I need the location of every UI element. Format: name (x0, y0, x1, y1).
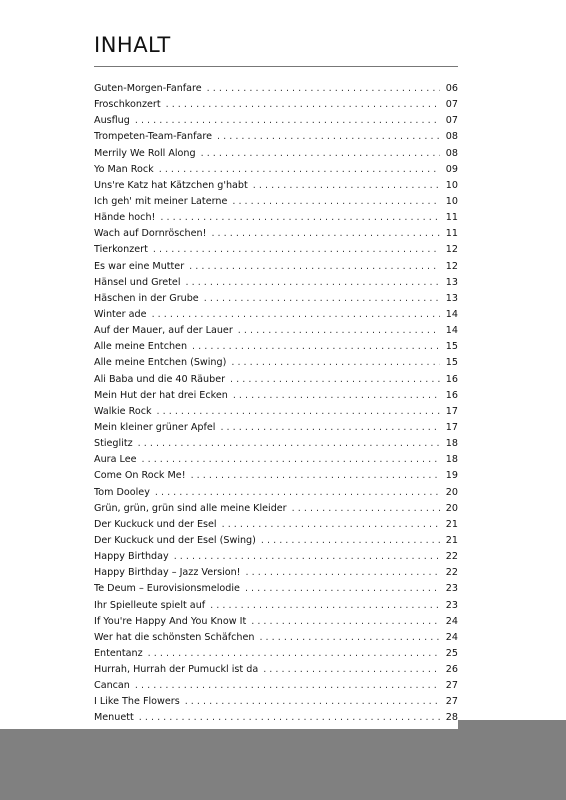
toc-entry (94, 485, 458, 501)
toc-dot-leader (210, 598, 440, 614)
toc-entry-title: Wach auf Dornröschen! (94, 228, 207, 240)
toc-entry (94, 598, 458, 614)
toc-dot-leader (231, 355, 440, 371)
toc-dot-leader (142, 452, 441, 468)
toc-entry-page: 24 (445, 631, 458, 643)
toc-dot-leader (232, 194, 440, 210)
toc-entry-title: Tom Dooley (94, 486, 150, 498)
toc-entry-title: Ausflug (94, 115, 130, 127)
toc-entry-title: Walkie Rock (94, 405, 152, 417)
toc-dot-leader (207, 81, 440, 97)
toc-dot-leader (253, 178, 440, 194)
toc-entry-page: 07 (445, 99, 458, 111)
toc-entry-page: 11 (445, 228, 458, 240)
toc-dot-leader (233, 388, 440, 404)
toc-entry (94, 307, 458, 323)
toc-dot-leader (238, 323, 440, 339)
toc-entry-page: 19 (445, 470, 458, 482)
toc-dot-leader (222, 517, 440, 533)
toc-entry (94, 210, 458, 226)
toc-entry-title: Winter ade (94, 308, 147, 320)
toc-entry-title: Ihr Spielleute spielt auf (94, 599, 206, 611)
toc-entry (94, 404, 458, 420)
toc-entry-page: 25 (445, 647, 458, 659)
toc-entry-page: 12 (445, 244, 458, 256)
toc-entry-page: 17 (445, 405, 458, 417)
toc-entry-title: Guten-Morgen-Fanfare (94, 83, 202, 94)
toc-entry (94, 565, 458, 581)
toc-entry (94, 533, 458, 549)
toc-entry-page: 21 (445, 534, 458, 546)
toc-entry (94, 162, 458, 178)
toc-entry-title: Es war eine Mutter (94, 260, 185, 272)
toc-entry-title: Froschkonzert (94, 99, 161, 111)
toc-entry-page: 12 (445, 260, 458, 272)
toc-entry (94, 452, 458, 468)
toc-dot-leader (157, 404, 440, 420)
toc-entry-title: Menuett (94, 712, 134, 724)
toc-entry-page: 20 (445, 486, 458, 498)
toc-entry (94, 339, 458, 355)
toc-entry (94, 178, 458, 194)
toc-entry (94, 146, 458, 162)
toc-dot-leader (189, 259, 440, 275)
toc-entry (94, 678, 458, 694)
toc-entry-title: Hänsel und Gretel (94, 276, 181, 288)
toc-entry-page: 17 (445, 421, 458, 433)
toc-dot-leader (259, 630, 440, 646)
toc-dot-leader (211, 226, 440, 242)
toc-entry-title: Happy Birthday (94, 551, 169, 563)
toc-entry-title: Ententanz (94, 647, 143, 659)
toc-entry (94, 501, 458, 517)
page-title: INHALT (94, 33, 171, 57)
toc-dot-leader (138, 436, 440, 452)
toc-entry-page: 07 (445, 115, 458, 127)
toc-entry-page: 16 (445, 389, 458, 401)
toc-dot-leader (153, 242, 440, 258)
toc-dot-leader (261, 533, 440, 549)
toc-entry-title: Trompeten-Team-Fanfare (94, 131, 213, 143)
toc-entry (94, 275, 458, 291)
toc-entry-page: 18 (445, 438, 458, 450)
toc-dot-leader (135, 113, 440, 129)
toc-dot-leader (251, 614, 440, 630)
toc-dot-leader (160, 210, 440, 226)
toc-entry-page: 18 (445, 454, 458, 466)
toc-dot-leader (152, 307, 440, 323)
toc-entry-title: Der Kuckuck und der Esel (Swing) (94, 534, 256, 546)
toc-dot-leader (166, 97, 440, 113)
scan-bottom-band (0, 729, 566, 800)
toc-dot-leader (139, 710, 440, 726)
toc-entry-title: Yo Man Rock (94, 163, 154, 175)
toc-entry (94, 113, 458, 129)
toc-entry-title: Wer hat die schönsten Schäfchen (94, 631, 255, 643)
toc-entry-title: Grün, grün, grün sind alle meine Kleider (94, 502, 287, 514)
toc-entry-title: Häschen in der Grube (94, 292, 199, 304)
toc-entry-title: Hurrah, Hurrah der Pumuckl ist da (94, 664, 259, 676)
toc-entry-title: Ali Baba und die 40 Räuber (94, 373, 226, 385)
toc-entry (94, 468, 458, 484)
toc-entry-title: Stieglitz (94, 438, 133, 450)
table-of-contents (94, 81, 458, 727)
toc-entry (94, 614, 458, 630)
toc-entry-title: Alle meine Entchen (Swing) (94, 357, 227, 369)
toc-dot-leader (159, 162, 440, 178)
toc-entry-page: 15 (445, 357, 458, 369)
toc-dot-leader (148, 646, 440, 662)
toc-dot-leader (191, 468, 440, 484)
toc-dot-leader (246, 565, 440, 581)
toc-entry (94, 129, 458, 145)
toc-dot-leader (135, 678, 440, 694)
toc-dot-leader (201, 146, 440, 162)
toc-entry (94, 291, 458, 307)
toc-entry-page: 09 (445, 163, 458, 175)
toc-entry-page: 14 (445, 325, 458, 337)
toc-entry-title: Mein Hut der hat drei Ecken (94, 389, 228, 401)
toc-entry-title: Der Kuckuck und der Esel (94, 518, 217, 530)
toc-entry (94, 646, 458, 662)
toc-entry-title: Ich geh' mit meiner Laterne (94, 195, 228, 207)
toc-entry-title: Tierkonzert (94, 244, 148, 256)
toc-entry-title: Happy Birthday – Jazz Version! (94, 567, 241, 579)
toc-entry (94, 630, 458, 646)
toc-entry-page: 20 (445, 502, 458, 514)
toc-entry-page: 08 (445, 147, 458, 159)
toc-entry-title: Cancan (94, 680, 130, 692)
toc-entry (94, 662, 458, 678)
toc-entry-page: 16 (445, 373, 458, 385)
toc-entry (94, 81, 458, 97)
scan-edge-notch (458, 720, 566, 729)
toc-entry-page: 28 (445, 712, 458, 724)
toc-dot-leader (185, 694, 440, 710)
toc-entry-page: 23 (445, 599, 458, 611)
toc-dot-leader (245, 581, 440, 597)
toc-entry (94, 420, 458, 436)
toc-entry (94, 372, 458, 388)
toc-entry (94, 710, 458, 726)
toc-entry-page: 26 (445, 664, 458, 676)
toc-entry-title: Alle meine Entchen (94, 341, 188, 353)
toc-entry-title: Te Deum – Eurovisionsmelodie (94, 583, 240, 595)
toc-dot-leader (292, 501, 440, 517)
toc-entry-page: 15 (445, 341, 458, 353)
toc-entry-title: Come On Rock Me! (94, 470, 186, 482)
toc-entry (94, 355, 458, 371)
toc-entry-page: 10 (445, 179, 458, 191)
toc-dot-leader (263, 662, 440, 678)
toc-entry-page: 11 (445, 212, 458, 224)
toc-entry (94, 517, 458, 533)
toc-entry (94, 549, 458, 565)
toc-entry-page: 06 (445, 83, 458, 94)
toc-entry (94, 259, 458, 275)
toc-entry-title: Merrily We Roll Along (94, 147, 196, 159)
toc-entry-page: 24 (445, 615, 458, 627)
toc-entry-page: 22 (445, 551, 458, 563)
toc-entry (94, 388, 458, 404)
toc-entry-page: 13 (445, 276, 458, 288)
toc-entry-page: 14 (445, 308, 458, 320)
toc-entry-title: Auf der Mauer, auf der Lauer (94, 325, 233, 337)
toc-entry (94, 242, 458, 258)
toc-dot-leader (204, 291, 440, 307)
toc-dot-leader (217, 129, 440, 145)
toc-entry-page: 27 (445, 696, 458, 708)
toc-entry (94, 581, 458, 597)
toc-dot-leader (155, 485, 440, 501)
toc-entry-page: 13 (445, 292, 458, 304)
toc-entry (94, 694, 458, 710)
toc-dot-leader (220, 420, 440, 436)
toc-entry-page: 27 (445, 680, 458, 692)
toc-entry-title: Mein kleiner grüner Apfel (94, 421, 216, 433)
toc-entry-page: 10 (445, 195, 458, 207)
toc-entry (94, 97, 458, 113)
toc-dot-leader (186, 275, 441, 291)
toc-entry-page: 22 (445, 567, 458, 579)
toc-entry-page: 21 (445, 518, 458, 530)
toc-entry-title: Aura Lee (94, 454, 137, 466)
toc-entry (94, 226, 458, 242)
toc-dot-leader (174, 549, 440, 565)
title-divider (94, 66, 458, 67)
toc-entry (94, 436, 458, 452)
toc-entry-title: Hände hoch! (94, 212, 156, 224)
toc-entry (94, 323, 458, 339)
toc-dot-leader (192, 339, 440, 355)
toc-entry-page: 08 (445, 131, 458, 143)
toc-entry-page: 23 (445, 583, 458, 595)
toc-entry-title: I Like The Flowers (94, 696, 180, 708)
toc-entry-title: Uns're Katz hat Kätzchen g'habt (94, 179, 248, 191)
toc-entry-title: If You're Happy And You Know It (94, 615, 247, 627)
toc-dot-leader (230, 372, 440, 388)
toc-entry (94, 194, 458, 210)
